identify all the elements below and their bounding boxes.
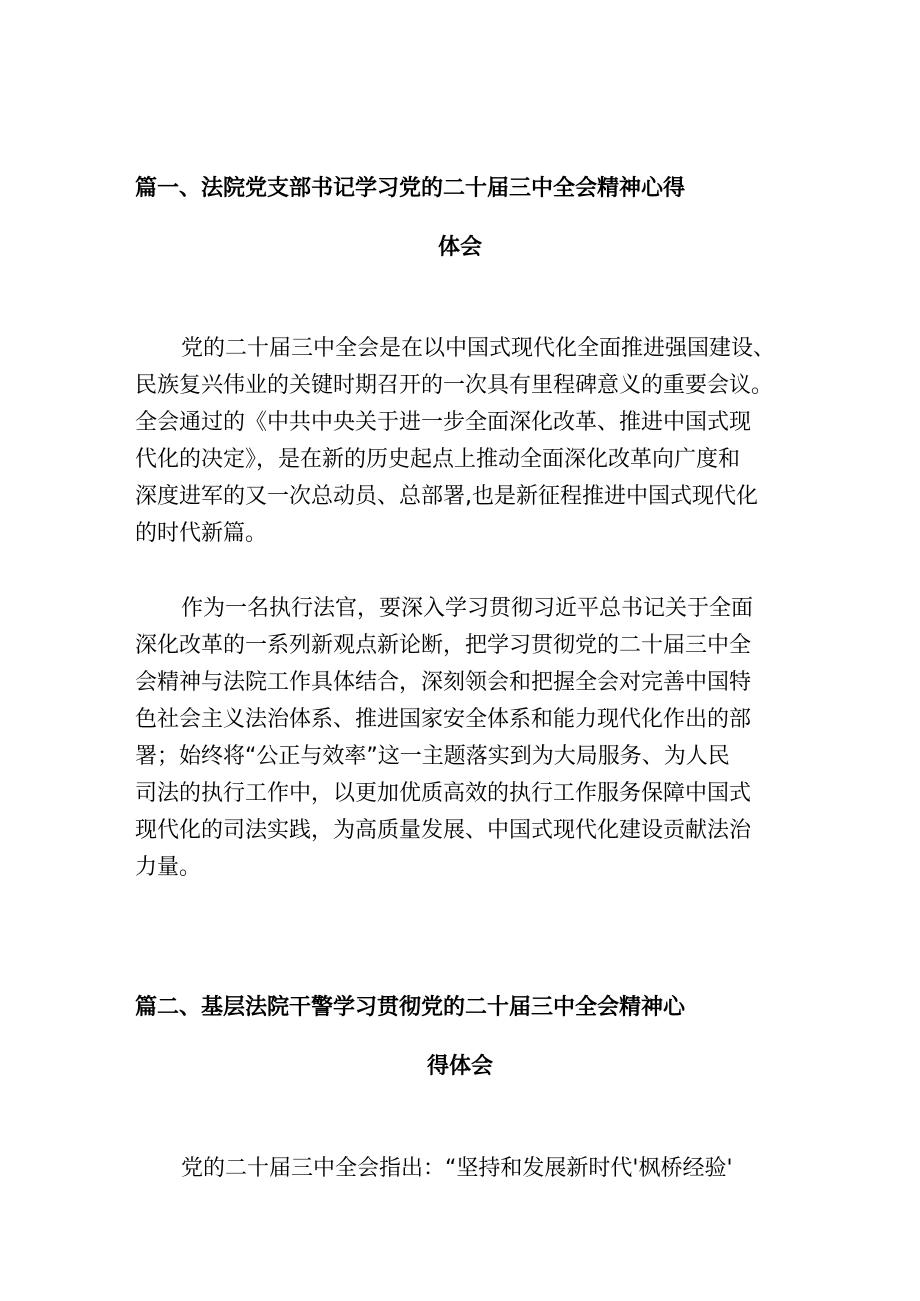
paragraph-line: 民族复兴伟业的关键时期召开的一次具有里程碑意义的重要会议。 <box>135 373 774 398</box>
section2-paragraph-1 <box>135 1150 787 1187</box>
paragraph-line: 党的二十届三中全会是在以中国式现代化全面推进强国建设、 <box>181 336 776 361</box>
section1-title-line1: 篇一、法院党支部书记学习党的二十届三中全会精神心得 <box>135 176 686 201</box>
paragraph-line: 的时代新篇。 <box>135 521 268 546</box>
paragraph-line: 代化的决定》，是在新的历史起点上推动全面深化改革向广度和 <box>135 447 741 472</box>
section2-title-line2: 得体会 <box>426 1054 493 1079</box>
paragraph-line: 深度进军的又一次总动员、总部署,也是新征程推进中国式现代化 <box>135 484 758 509</box>
paragraph-line: 作为一名执行法官，要深入学习贯彻习近平总书记关于全面 <box>181 596 754 621</box>
paragraph-line: 全会通过的《中共中央关于进一步全面深化改革、推进中国式现 <box>135 410 752 435</box>
paragraph-line: 会精神与法院工作具体结合，深刻领会和把握全会对完善中国特 <box>135 670 752 695</box>
section1-title-line2: 体会 <box>437 235 482 260</box>
paragraph-line: 署；始终将“公正与效率”这一主题落实到为大局服务、为人民 <box>135 744 730 769</box>
paragraph-line: 深化改革的一系列新观点新论断，把学习贯彻党的二十届三中全 <box>135 633 752 658</box>
paragraph-line: 色社会主义法治体系、推进国家安全体系和能力现代化作出的部 <box>135 707 752 732</box>
paragraph-line: 党的二十届三中全会指出：“坚持和发展新时代'枫桥经验' <box>181 1156 733 1181</box>
section1-paragraph-2 <box>135 590 787 886</box>
paragraph-line: 力量。 <box>135 855 202 880</box>
paragraph-line: 司法的执行工作中，以更加优质高效的执行工作服务保障中国式 <box>135 781 752 806</box>
section1-paragraph-1 <box>135 330 787 552</box>
paragraph-line: 现代化的司法实践，为高质量发展、中国式现代化建设贡献法治 <box>135 818 752 843</box>
section2-title-line1: 篇二、基层法院干警学习贯彻党的二十届三中全会精神心 <box>135 995 686 1020</box>
